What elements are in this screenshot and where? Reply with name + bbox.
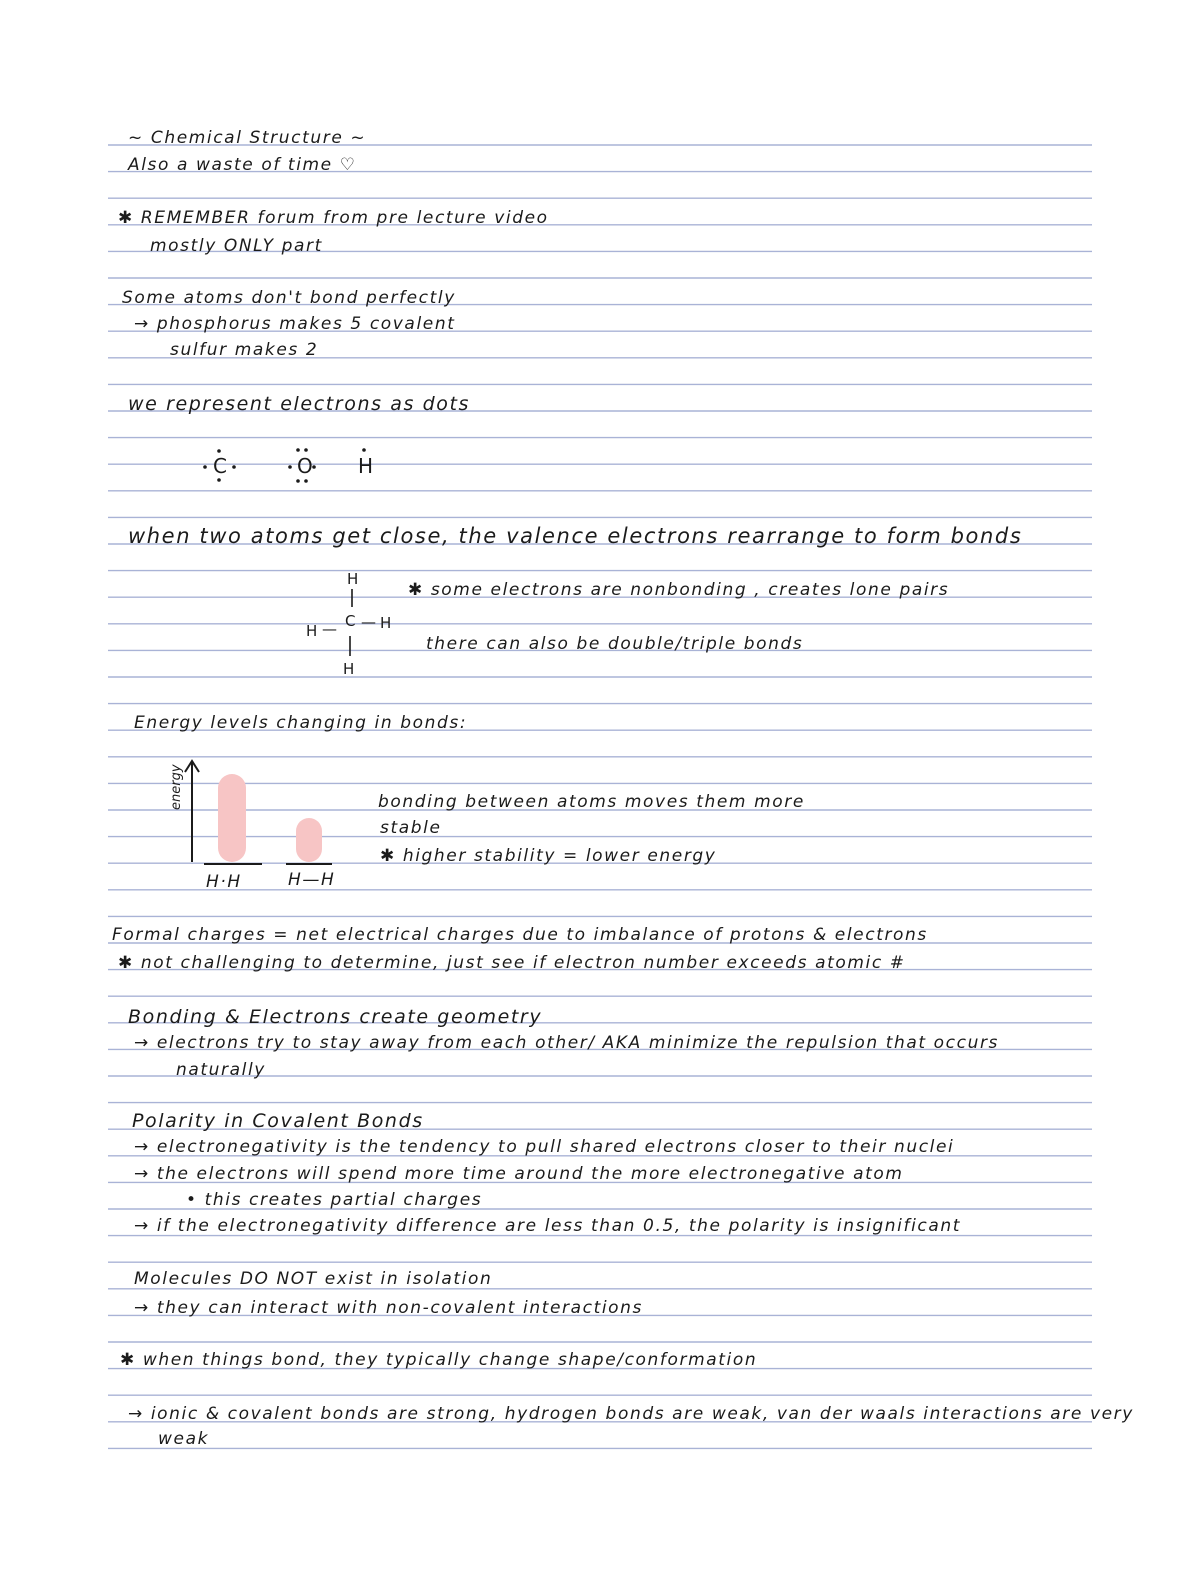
note-sulfur: sulfur makes 2 xyxy=(170,340,319,360)
energy-bar-bonded xyxy=(296,818,322,862)
note-remember-sub: mostly ONLY part xyxy=(150,236,323,256)
note-bonding-1: bonding between atoms moves them more xyxy=(378,792,805,812)
page-subtitle: Also a waste of time ♡ xyxy=(128,155,357,175)
note-polarity-4: → if the electronegativity difference are less than 0.5, the polarity is insignificant xyxy=(134,1216,962,1236)
note-bonding-3: ✱ higher stability = lower energy xyxy=(380,846,717,866)
methane-bond-right: — xyxy=(361,613,376,631)
note-geometry-sub: → electrons try to stay away from each other/ AKA minimize the repulsion that occurs xyxy=(134,1033,999,1053)
lewis-oxygen: O xyxy=(297,454,313,478)
energy-chart xyxy=(160,758,360,888)
lewis-hydrogen: H xyxy=(358,454,374,478)
note-nonbonding: ✱ some electrons are nonbonding , creates lone pairs xyxy=(408,580,950,600)
energy-bar-label-2: H—H xyxy=(288,870,336,890)
note-bond-strength-sub: weak xyxy=(158,1429,210,1449)
note-polarity: Polarity in Covalent Bonds xyxy=(132,1110,424,1132)
note-formal-charges-sub: ✱ not challenging to determine, just see if electron number exceeds atomic # xyxy=(118,953,906,973)
note-polarity-1: → electronegativity is the tendency to pull shared electrons closer to their nuclei xyxy=(134,1137,955,1157)
note-molecules-sub: → they can interact with non-covalent interactions xyxy=(134,1298,644,1318)
note-geometry: Bonding & Electrons create geometry xyxy=(128,1006,543,1028)
note-shape-change: ✱ when things bond, they typically change shape/conformation xyxy=(120,1350,758,1370)
note-bonding-2: stable xyxy=(380,818,442,838)
energy-bar-nonbonded xyxy=(218,774,246,862)
note-two-atoms: when two atoms get close, the valence electrons rearrange to form bonds xyxy=(128,524,1023,548)
energy-bar-label-1: H·H xyxy=(206,872,242,892)
note-geometry-sub-2: naturally xyxy=(176,1060,266,1080)
methane-bond-top xyxy=(347,589,357,609)
note-double-triple: there can also be double/triple bonds xyxy=(426,634,804,654)
methane-c: C xyxy=(345,612,356,630)
note-represent-electrons: we represent electrons as dots xyxy=(128,393,471,415)
note-formal-charges: Formal charges = net electrical charges due to imbalance of protons & electrons xyxy=(112,925,928,945)
methane-bond-left: — xyxy=(322,620,337,638)
methane-h-top: H xyxy=(347,570,359,588)
note-molecules: Molecules DO NOT exist in isolation xyxy=(134,1269,493,1289)
note-remember: ✱ REMEMBER forum from pre lecture video xyxy=(118,208,549,228)
methane-bond-bottom xyxy=(345,636,355,658)
note-polarity-2: → the electrons will spend more time around the more electronegative atom xyxy=(134,1164,904,1184)
page-title: ~ Chemical Structure ~ xyxy=(128,128,367,148)
note-some-atoms: Some atoms don't bond perfectly xyxy=(122,288,456,308)
note-energy-levels: Energy levels changing in bonds: xyxy=(134,713,468,733)
lewis-carbon: C xyxy=(213,454,227,478)
energy-axis-label: energy xyxy=(169,764,184,810)
note-polarity-3: • this creates partial charges xyxy=(186,1190,483,1210)
note-bond-strength: → ionic & covalent bonds are strong, hydrogen bonds are weak, van der waals interactions are very xyxy=(128,1404,1134,1424)
methane-h-left: H xyxy=(306,622,318,640)
note-phosphorus: → phosphorus makes 5 covalent xyxy=(134,314,456,334)
methane-h-right: H xyxy=(380,614,392,632)
methane-h-bottom: H xyxy=(343,660,355,678)
